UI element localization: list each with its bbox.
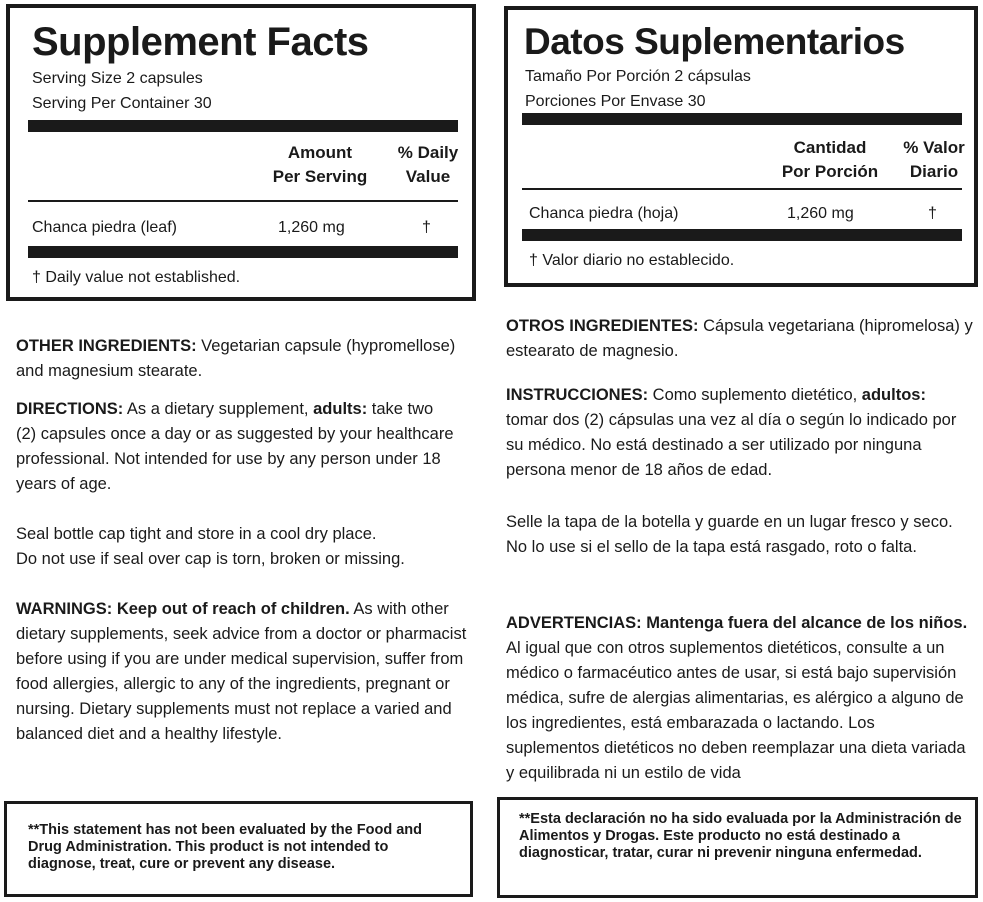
ingredient-name: Chanca piedra (hoja) [529, 205, 679, 222]
daily-header-line1: % Valor [903, 138, 965, 157]
warnings-text: Al igual que con otros suplementos dietéticos, consulte a un médico o farmacéutico antes de usar, si está bajo supervisión médica, sufre de alergias alimentarias, es alérgico a alguno de los ingredientes, está embarazada o lactando. Los suplementos dietéticos no deben reemplazar una dieta variada y equilibrada ni un estilo de vida [506, 639, 966, 782]
amount-header [770, 136, 890, 184]
daily-header-line1: % Daily [397, 143, 459, 162]
ingredient-amount: 1,260 mg [787, 205, 854, 222]
datos-suplementarios-panel [504, 6, 978, 287]
daily-value-header [894, 136, 974, 184]
storage-line-1: Seal bottle cap tight and store in a cool dry place. [16, 525, 377, 543]
storage-line-1: Selle la tapa de la botella y guarde en un lugar fresco y seco. [506, 513, 953, 531]
ingredient-dv: † [422, 219, 431, 236]
facts-title: Supplement Facts [32, 20, 369, 64]
warnings-bold: Keep out of reach of children. [112, 600, 350, 618]
servings-per-container: Porciones Por Envase 30 [525, 93, 706, 110]
serving-size: Serving Size 2 capsules [32, 70, 203, 87]
header-rule [28, 200, 458, 202]
daily-value-header [388, 141, 468, 189]
directions-text-1: Como suplemento dietético, [648, 386, 862, 404]
daily-header-line2: Diario [909, 162, 959, 181]
warnings-label: ADVERTENCIAS: [506, 614, 642, 632]
warnings [16, 597, 471, 747]
header-rule [522, 188, 962, 190]
fda-disclaimer-box [497, 797, 978, 898]
storage-line-2: Do not use if seal over cap is torn, broken or missing. [16, 550, 405, 568]
amount-header-line1: Amount [287, 143, 353, 162]
storage [506, 510, 966, 560]
fda-disclaimer: **This statement has not been evaluated by the Food and Drug Administration. This product is not intended to diagnose, treat, cure or prevent any disease. [28, 822, 422, 872]
warnings-bold: Mantenga fuera del alcance de los niños. [641, 614, 968, 632]
thick-rule-bottom [522, 229, 962, 241]
thick-rule [28, 120, 458, 132]
supplement-facts-panel [6, 4, 476, 301]
storage-line-2: No lo use si el sello de la tapa está rasgado, roto o falta. [506, 538, 917, 556]
warnings-text: As with other dietary supplements, seek advice from a doctor or pharmacist before using if you are under medical supervision, suffer from food allergies, allergic to any of the ingredients, pregnant or nursing. Dietary supplements must not replace a varied and balanced diet and a healthy lifestyle. [16, 600, 467, 743]
fda-disclaimer: **Esta declaración no ha sido evaluada por la Administración de Alimentos y Drogas. Este producto no está destinado a diagnosticar, tratar, curar ni prevenir ninguna enfermedad. [519, 811, 962, 861]
directions-text-1: As a dietary supplement, [123, 400, 314, 418]
amount-header [260, 141, 380, 189]
storage [16, 522, 476, 572]
warnings-label: WARNINGS: [16, 600, 113, 618]
amount-header-line2: Por Porción [781, 162, 879, 181]
ingredient-name: Chanca piedra (leaf) [32, 219, 177, 236]
thick-rule [522, 113, 962, 125]
directions-label: DIRECTIONS: [16, 400, 124, 418]
other-ingredients-label: OTHER INGREDIENTS: [16, 337, 197, 355]
directions-text-2: tomar dos (2) cápsulas una vez al día o según lo indicado por su médico. No está destinado a ser utilizado por ninguna persona menor de 18 años de edad. [506, 411, 957, 479]
advertencias [506, 611, 968, 786]
instrucciones [506, 383, 968, 483]
servings-per-container: Serving Per Container 30 [32, 95, 212, 112]
footnote: † Daily value not established. [32, 269, 241, 286]
other-ingredients [16, 334, 471, 384]
serving-size: Tamaño Por Porción 2 cápsulas [525, 68, 751, 85]
otros-ingredientes [506, 314, 982, 364]
daily-header-line2: Value [405, 167, 451, 186]
directions-label: INSTRUCCIONES: [506, 386, 649, 404]
directions [16, 397, 456, 497]
amount-header-line1: Cantidad [793, 138, 867, 157]
ingredient-amount: 1,260 mg [278, 219, 345, 236]
directions-adults: adults: [313, 400, 368, 418]
fda-disclaimer-box [4, 801, 473, 897]
directions-text-2: take two (2) capsules once a day or as suggested by your healthcare professional. Not intended for use by any person under 18 years of age. [16, 400, 454, 493]
footnote: † Valor diario no establecido. [529, 252, 735, 269]
facts-title: Datos Suplementarios [524, 21, 905, 62]
amount-header-line2: Per Serving [272, 167, 368, 186]
other-ingredients-text: Vegetarian capsule (hypromellose) and magnesium stearate. [16, 337, 456, 380]
other-ingredients-text: Cápsula vegetariana (hipromelosa) y estearato de magnesio. [506, 317, 973, 360]
directions-adults: adultos: [861, 386, 926, 404]
ingredient-dv: † [928, 205, 937, 222]
thick-rule-bottom [28, 246, 458, 258]
other-ingredients-label: OTROS INGREDIENTES: [506, 317, 699, 335]
